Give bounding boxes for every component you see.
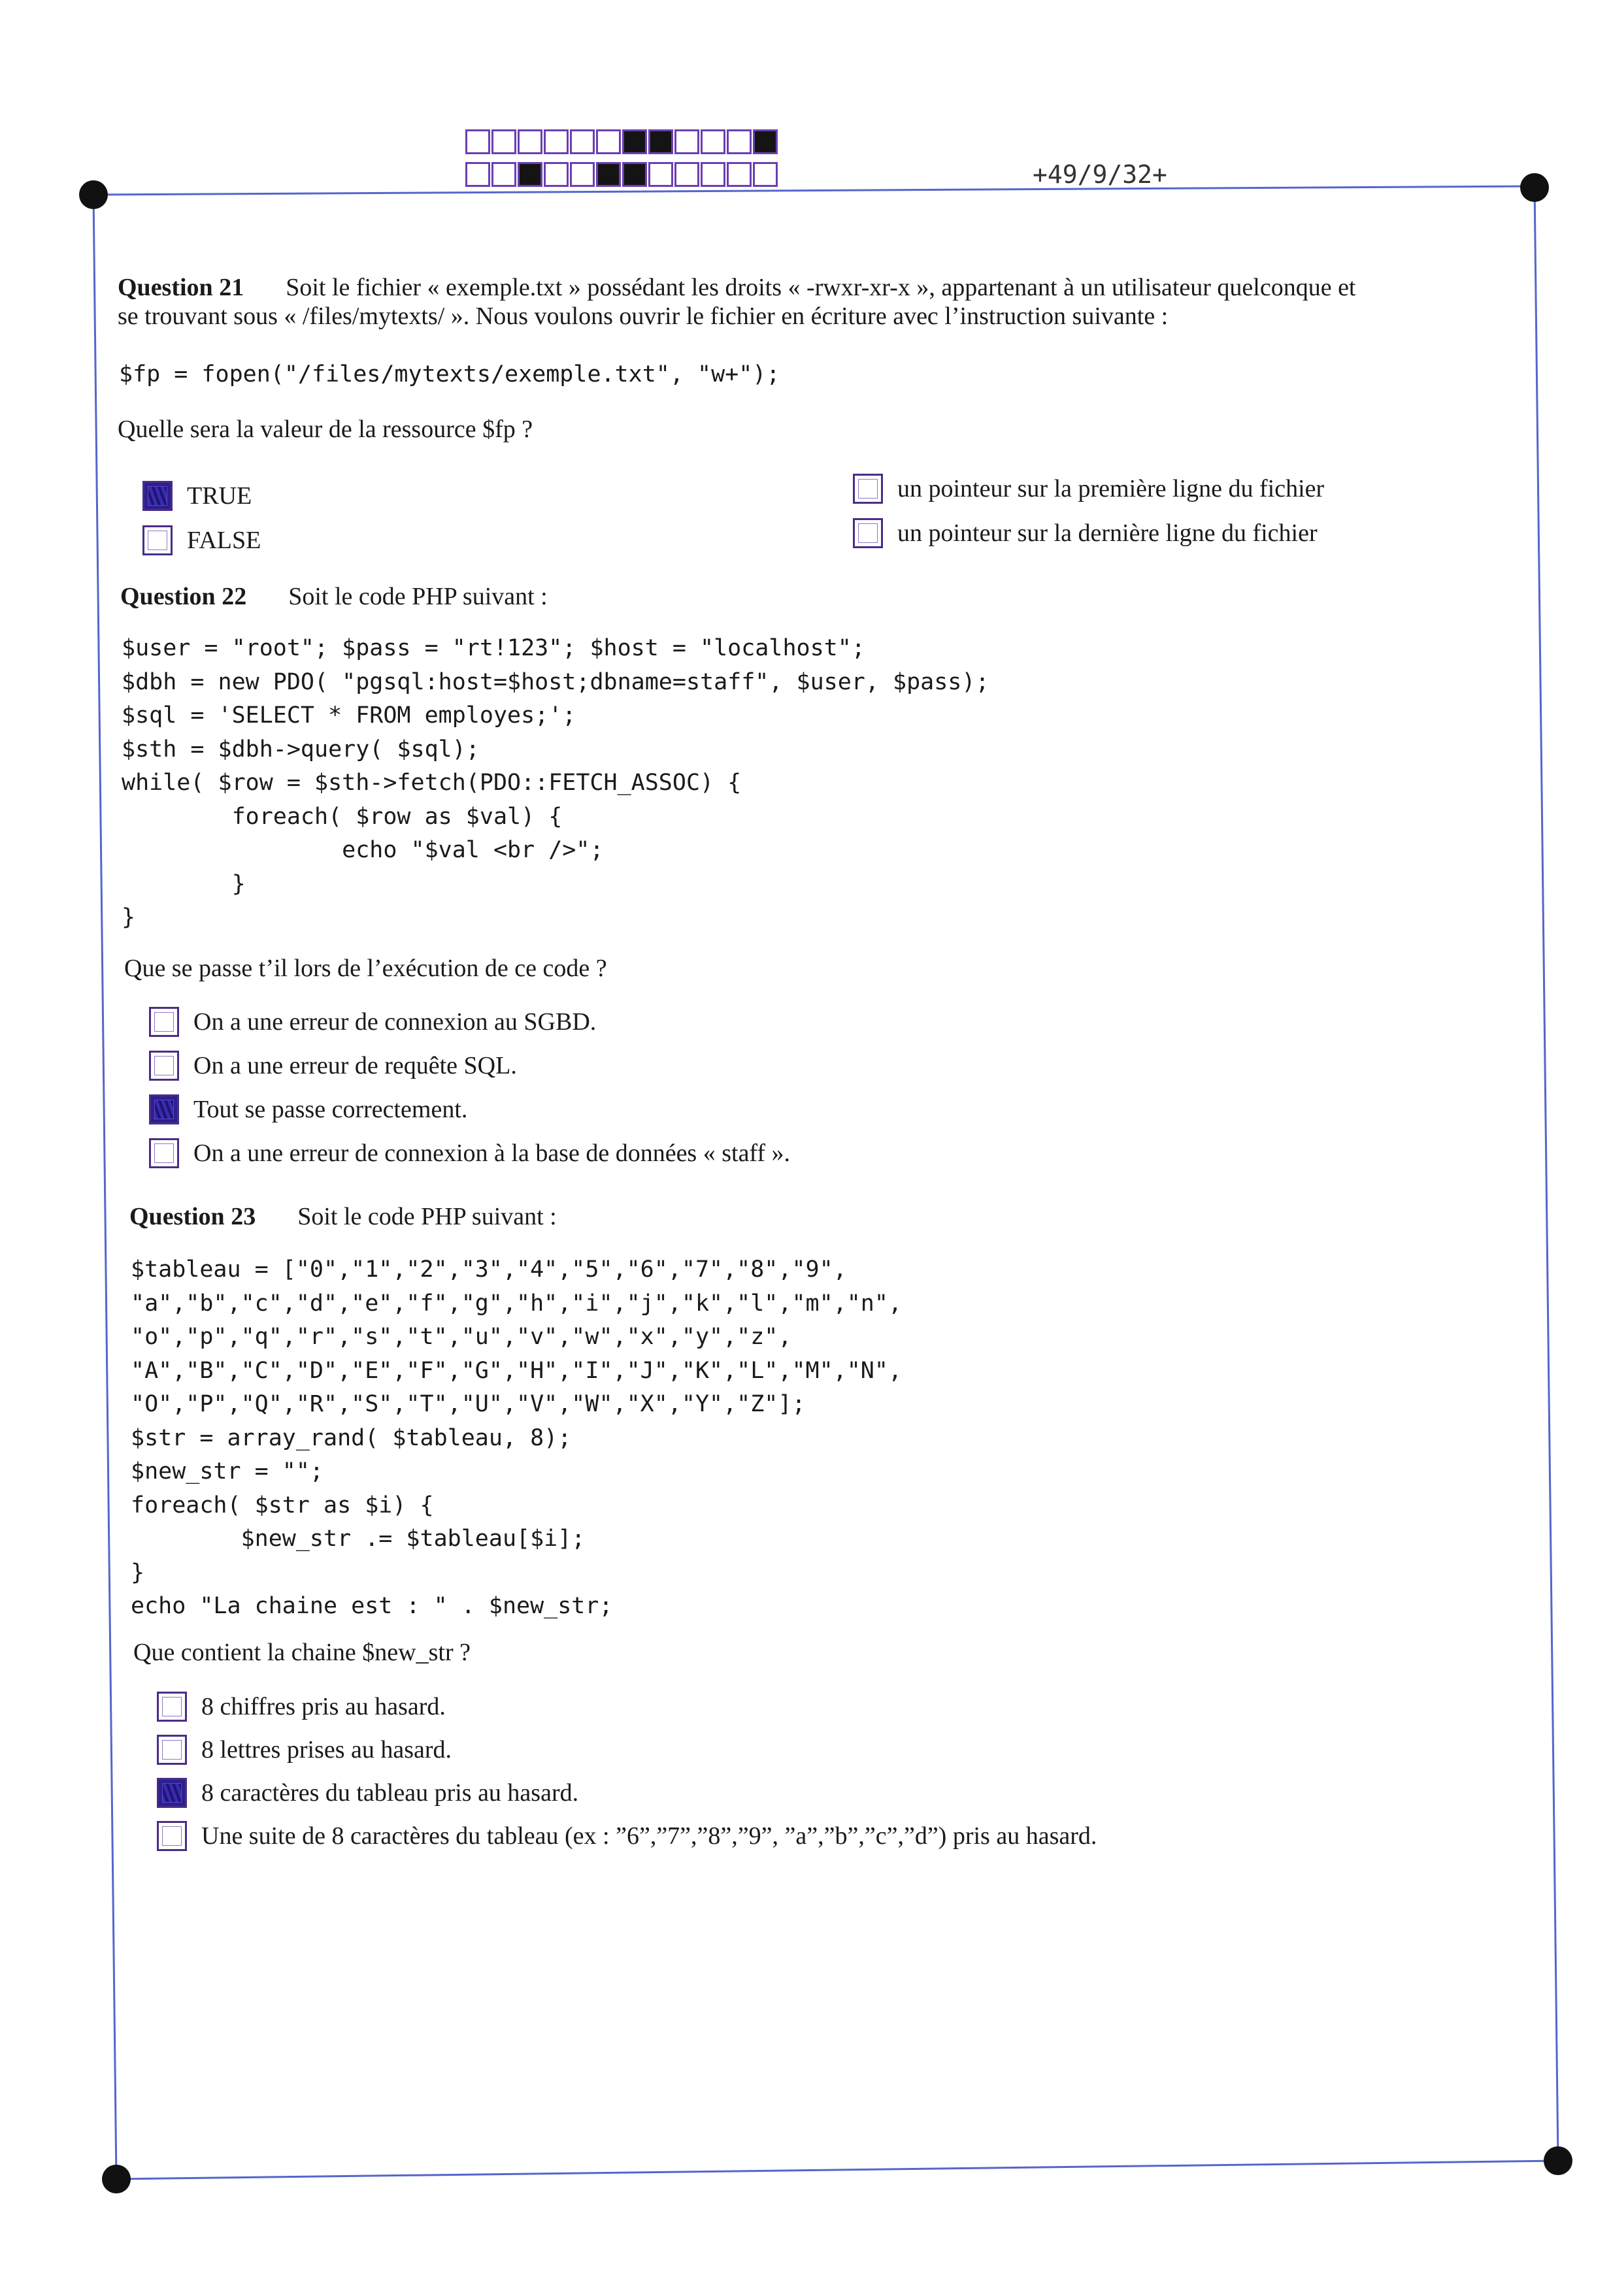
q22-option-sgbd[interactable] [149,1004,596,1040]
id-barcode-cell [491,162,516,187]
q21-option-first-line[interactable] [853,470,1324,507]
id-barcode-cell [544,162,569,187]
checkbox[interactable] [149,1051,179,1081]
question-23-question: Que contient la chaine $new_str ? [133,1639,471,1666]
id-barcode-cell [727,162,752,187]
id-barcode-cell [570,162,595,187]
q22-option-sql[interactable] [149,1047,517,1084]
checkbox[interactable] [149,1094,179,1124]
id-barcode-cell [753,162,778,187]
id-barcode-cell [518,162,542,187]
q23-option-sequence[interactable] [157,1818,1097,1854]
option-label: Une suite de 8 caractères du tableau (ex : ”6”,”7”,”8”,”9”, ”a”,”b”,”c”,”d”) pris au hasard. [201,1822,1097,1850]
question-23-code: $tableau = ["0","1","2","3","4","5","6","7","8","9", "a","b","c","d","e","f","g","h","i","j","k","l","m","n", "o","p","q","r","s","t","u","v","w","x","y","z", "A","B","C","D","E","F","G","H","I","J","K","L","M","N", "O","P","Q","R","S","T","U","V","W","X","Y","Z"]; $str = array_rand( $tableau, 8); $new_str = ""; foreach( $str as $i) { $new_str .= $tableau[$i]; } echo "La chaine est : " . $new_str; [131,1256,903,1619]
registration-mark-top-left [79,180,108,209]
question-21-code: $fp = fopen("/files/mytexts/exemple.txt", "w+"); [119,361,780,387]
option-label: FALSE [187,527,261,554]
id-barcode-cell [674,162,699,187]
id-barcode-cell [518,129,542,154]
q23-option-random-chars[interactable] [157,1775,578,1811]
checkbox[interactable] [157,1821,187,1851]
question-21-question: Quelle sera la valeur de la ressource $fp ? [118,416,533,443]
question-23-heading [129,1200,557,1234]
q21-option-true[interactable] [142,478,252,514]
id-barcode-cell [701,129,725,154]
checkbox[interactable] [142,525,173,555]
checkbox[interactable] [149,1138,179,1168]
question-prompt: Soit le code PHP suivant : [288,583,548,610]
id-barcode-cell [465,129,490,154]
registration-mark-bottom-right [1544,2146,1572,2175]
option-label: 8 chiffres pris au hasard. [201,1693,446,1720]
question-21-prompt-cont: se trouvant sous « /files/mytexts/ ». Nous voulons ouvrir le fichier en écriture avec l’instruction suivante : [118,303,1169,330]
question-22-code: $user = "root"; $pass = "rt!123"; $host = "localhost"; $dbh = new PDO( "pgsql:host=$host;dbname=staff", $user, $pass); $sql = 'SELECT * FROM employes;'; $sth = $dbh->query( $sql); while( $row = $sth->fetch(PDO::FETCH_ASSOC) { foreach( $row as $val) { echo "$val <br />"; } } [122,635,989,930]
id-barcode-cell [648,162,673,187]
registration-mark-bottom-left [102,2165,131,2193]
option-label: On a une erreur de requête SQL. [193,1052,517,1079]
q22-option-ok[interactable] [149,1091,467,1128]
id-barcode-cell [727,129,752,154]
checkbox[interactable] [157,1735,187,1765]
option-label: On a une erreur de connexion à la base de données « staff ». [193,1140,791,1167]
option-label: un pointeur sur la dernière ligne du fichier [897,519,1318,547]
option-label: Tout se passe correctement. [193,1096,468,1123]
id-barcode-cell [596,162,621,187]
id-barcode-cell [753,129,778,154]
checkbox[interactable] [157,1778,187,1808]
question-prompt: Soit le fichier « exemple.txt » possédant les droits « -rwxr-xr-x », appartenant à un utilisateur quelconque et [286,274,1356,301]
question-number: Question 23 [129,1203,256,1230]
id-barcode-cell [544,129,569,154]
q23-option-digits[interactable] [157,1688,446,1725]
option-label: un pointeur sur la première ligne du fichier [897,475,1325,502]
page-id: +49/9/32+ [1033,160,1167,189]
id-barcode-cell [701,162,725,187]
option-label: 8 lettres prises au hasard. [201,1736,452,1763]
id-barcode-cell [570,129,595,154]
option-label: 8 caractères du tableau pris au hasard. [201,1779,579,1807]
question-number: Question 21 [118,274,244,301]
checkbox[interactable] [149,1007,179,1037]
id-barcode-cell [491,129,516,154]
question-number: Question 22 [120,583,247,610]
id-barcode-row-1 [465,129,779,154]
q21-option-last-line[interactable] [853,515,1318,551]
id-barcode-cell [674,129,699,154]
id-barcode-row-2 [465,162,779,187]
checkbox[interactable] [142,481,173,511]
checkbox[interactable] [157,1692,187,1722]
question-prompt: Soit le code PHP suivant : [297,1203,557,1230]
id-barcode-cell [596,129,621,154]
q22-option-staff[interactable] [149,1135,790,1172]
id-barcode-cell [465,162,490,187]
option-label: TRUE [187,482,252,510]
question-22-question: Que se passe t’il lors de l’exécution de ce code ? [124,955,607,982]
registration-mark-top-right [1520,173,1549,202]
q21-option-false[interactable] [142,522,261,559]
q23-option-letters[interactable] [157,1731,452,1768]
question-22-heading [120,580,548,614]
option-label: On a une erreur de connexion au SGBD. [193,1008,597,1036]
id-barcode-cell [622,129,647,154]
id-barcode-cell [622,162,647,187]
id-barcode-cell [648,129,673,154]
checkbox[interactable] [853,518,883,548]
checkbox[interactable] [853,474,883,504]
